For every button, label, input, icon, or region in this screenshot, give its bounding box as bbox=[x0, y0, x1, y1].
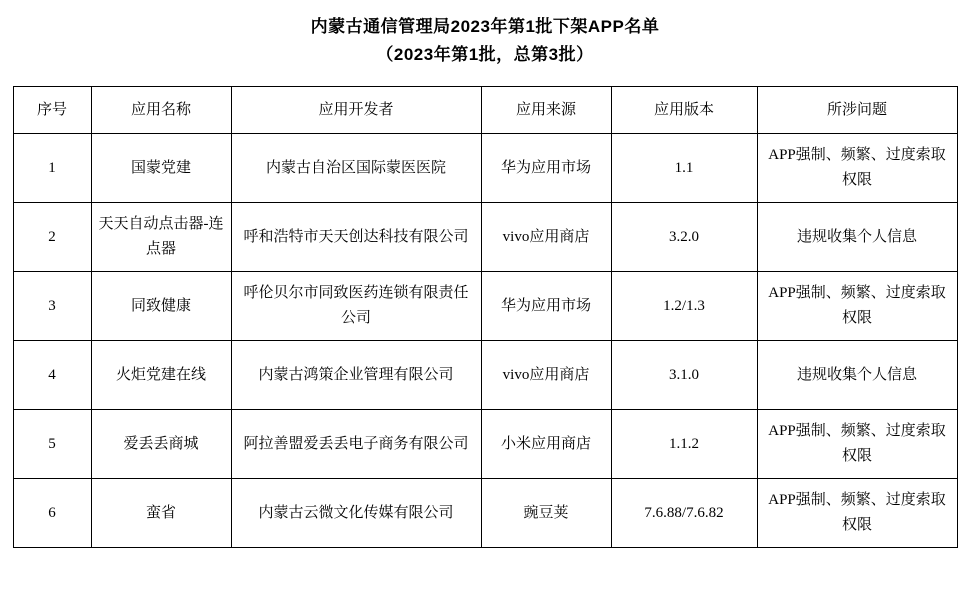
cell-source: 小米应用商店 bbox=[481, 410, 611, 479]
cell-index: 2 bbox=[13, 203, 91, 272]
column-header-name: 应用名称 bbox=[91, 87, 231, 134]
table-row bbox=[13, 272, 957, 341]
app-removal-table bbox=[13, 86, 958, 548]
cell-app-name: 爱丢丢商城 bbox=[91, 410, 231, 479]
table-row bbox=[13, 479, 957, 548]
column-header-issue: 所涉问题 bbox=[757, 87, 957, 134]
cell-source: vivo应用商店 bbox=[481, 341, 611, 410]
table-row bbox=[13, 134, 957, 203]
cell-issue: APP强制、频繁、过度索取权限 bbox=[757, 272, 957, 341]
cell-developer: 内蒙古云微文化传媒有限公司 bbox=[231, 479, 481, 548]
cell-version: 1.2/1.3 bbox=[611, 272, 757, 341]
cell-developer: 呼和浩特市天天创达科技有限公司 bbox=[231, 203, 481, 272]
table-row bbox=[13, 341, 957, 410]
cell-developer: 阿拉善盟爱丢丢电子商务有限公司 bbox=[231, 410, 481, 479]
table-header-row bbox=[13, 87, 957, 134]
column-header-version: 应用版本 bbox=[611, 87, 757, 134]
cell-issue: 违规收集个人信息 bbox=[757, 341, 957, 410]
cell-index: 4 bbox=[13, 341, 91, 410]
column-header-index: 序号 bbox=[13, 87, 91, 134]
cell-index: 6 bbox=[13, 479, 91, 548]
cell-app-name: 国蒙党建 bbox=[91, 134, 231, 203]
cell-version: 3.2.0 bbox=[611, 203, 757, 272]
cell-source: vivo应用商店 bbox=[481, 203, 611, 272]
cell-app-name: 蛮省 bbox=[91, 479, 231, 548]
cell-app-name: 火炬党建在线 bbox=[91, 341, 231, 410]
cell-version: 1.1 bbox=[611, 134, 757, 203]
cell-source: 华为应用市场 bbox=[481, 272, 611, 341]
document-page bbox=[0, 14, 970, 607]
page-title: 内蒙古通信管理局2023年第1批下架APP名单 bbox=[310, 17, 660, 36]
cell-app-name: 天天自动点击器-连点器 bbox=[91, 203, 231, 272]
cell-version: 7.6.88/7.6.82 bbox=[611, 479, 757, 548]
cell-source: 豌豆荚 bbox=[481, 479, 611, 548]
cell-source: 华为应用市场 bbox=[481, 134, 611, 203]
cell-index: 1 bbox=[13, 134, 91, 203]
cell-developer: 内蒙古自治区国际蒙医医院 bbox=[231, 134, 481, 203]
cell-developer: 内蒙古鸿策企业管理有限公司 bbox=[231, 341, 481, 410]
cell-version: 1.1.2 bbox=[611, 410, 757, 479]
cell-index: 5 bbox=[13, 410, 91, 479]
cell-issue: 违规收集个人信息 bbox=[757, 203, 957, 272]
cell-issue: APP强制、频繁、过度索取权限 bbox=[757, 410, 957, 479]
table-row bbox=[13, 410, 957, 479]
cell-version: 3.1.0 bbox=[611, 341, 757, 410]
cell-app-name: 同致健康 bbox=[91, 272, 231, 341]
column-header-source: 应用来源 bbox=[481, 87, 611, 134]
cell-index: 3 bbox=[13, 272, 91, 341]
column-header-developer: 应用开发者 bbox=[231, 87, 481, 134]
cell-issue: APP强制、频繁、过度索取权限 bbox=[757, 134, 957, 203]
table-row bbox=[13, 203, 957, 272]
page-subtitle: （2023年第1批，总第3批） bbox=[376, 45, 594, 64]
cell-developer: 呼伦贝尔市同致医药连锁有限责任公司 bbox=[231, 272, 481, 341]
cell-issue: APP强制、频繁、过度索取权限 bbox=[757, 479, 957, 548]
